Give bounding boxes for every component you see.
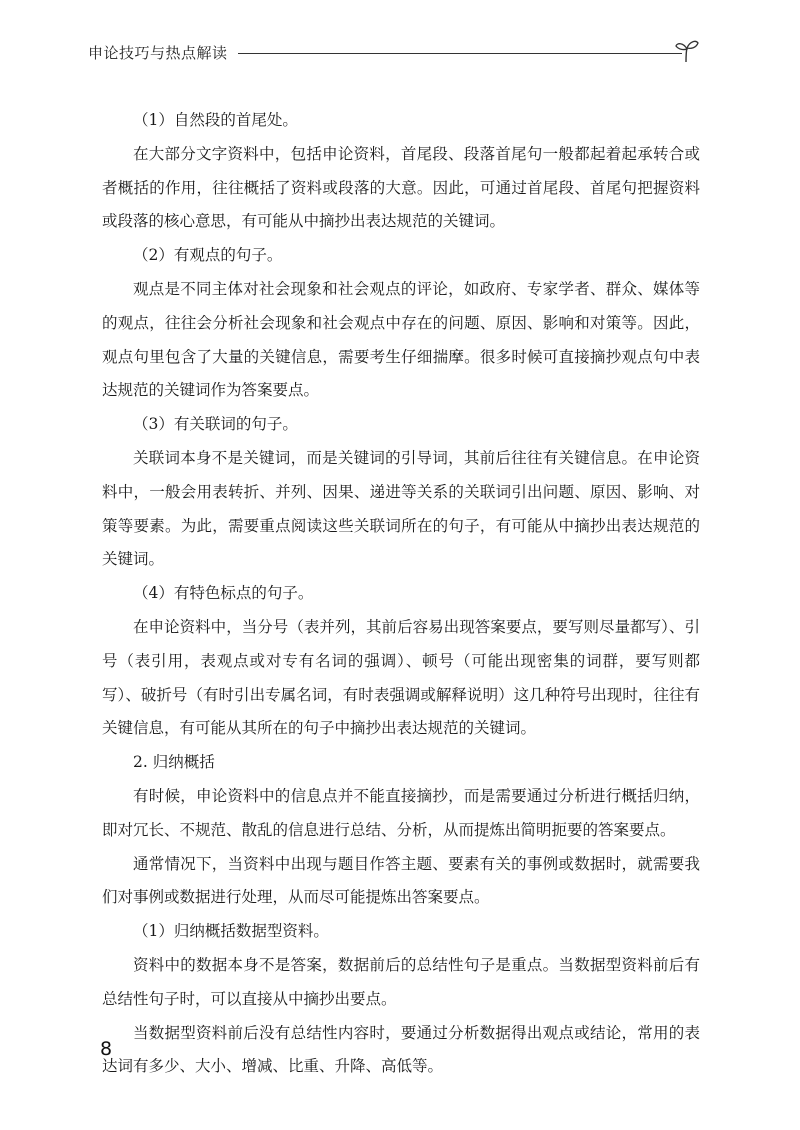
paragraph: 资料中的数据本身不是答案，数据前后的总结性句子是重点。当数据型资料前后有总结性句子时，可以直接从中摘抄出要点。 <box>102 955 700 1008</box>
book-title: 申论技巧与热点解读 <box>88 44 228 62</box>
subheading-conjunction-sentences: （3）有关联词的句子。 <box>133 415 298 434</box>
subheading-opinion-sentences: （2）有观点的句子。 <box>133 246 283 265</box>
paragraph: 在大部分文字资料中，包括申论资料，首尾段、段落首尾句一般都起着起承转合或者概括的作用，往往概括了资料或段落的大意。因此，可通过首尾段、首尾句把握资料或段落的核心意思，有可能从中摘抄出表达规范的关键词。 <box>102 144 700 231</box>
running-header <box>88 38 700 68</box>
section-heading-summarize: 2. 归纳概括 <box>133 753 215 772</box>
paragraph: 有时候，申论资料中的信息点并不能直接摘抄，而是需要通过分析进行概括归纳，即对冗长、不规范、散乱的信息进行总结、分析，从而提炼出简明扼要的答案要点。 <box>102 786 700 839</box>
subheading-data-materials: （1）归纳概括数据型资料。 <box>133 922 329 941</box>
sprout-icon <box>674 38 700 64</box>
subheading-punctuation-sentences: （4）有特色标点的句子。 <box>133 584 314 603</box>
paragraph: 观点是不同主体对社会现象和社会观点的评论，如政府、专家学者、群众、媒体等的观点，往往会分析社会现象和社会观点中存在的问题、原因、影响和对策等。因此，观点句里包含了大量的关键信息，需要考生仔细揣摩。很多时候可直接摘抄观点句中表达规范的关键词作为答案要点。 <box>102 279 700 400</box>
body-text <box>102 104 700 1084</box>
subheading-paragraph-ends: （1）自然段的首尾处。 <box>133 111 298 129</box>
page-number: 8 <box>100 1038 113 1060</box>
header-rule <box>238 53 682 54</box>
paragraph: 通常情况下，当资料中出现与题目作答主题、要素有关的事例或数据时，就需要我们对事例或数据进行处理，从而尽可能提炼出答案要点。 <box>102 854 700 907</box>
paragraph: 在申论资料中，当分号（表并列，其前后容易出现答案要点，要写则尽量都写）、引号（表引用，表观点或对专有名词的强调）、顿号（可能出现密集的词群，要写则都写）、破折号（有时引出专属名词，有时表强调或解释说明）这几种符号出现时，往往有关键信息，有可能从其所在的句子中摘抄出表达规范的关键词。 <box>102 617 700 738</box>
paragraph: 当数据型资料前后没有总结性内容时，要通过分析数据得出观点或结论，常用的表达词有多少、大小、增减、比重、升降、高低等。 <box>102 1023 700 1076</box>
paragraph: 关联词本身不是关键词，而是关键词的引导词，其前后往往有关键信息。在申论资料中，一般会用表转折、并列、因果、递进等关系的关联词引出问题、原因、影响、对策等要素。为此，需要重点阅读这些关联词所在的句子，有可能从中摘抄出表达规范的关键词。 <box>102 448 700 569</box>
